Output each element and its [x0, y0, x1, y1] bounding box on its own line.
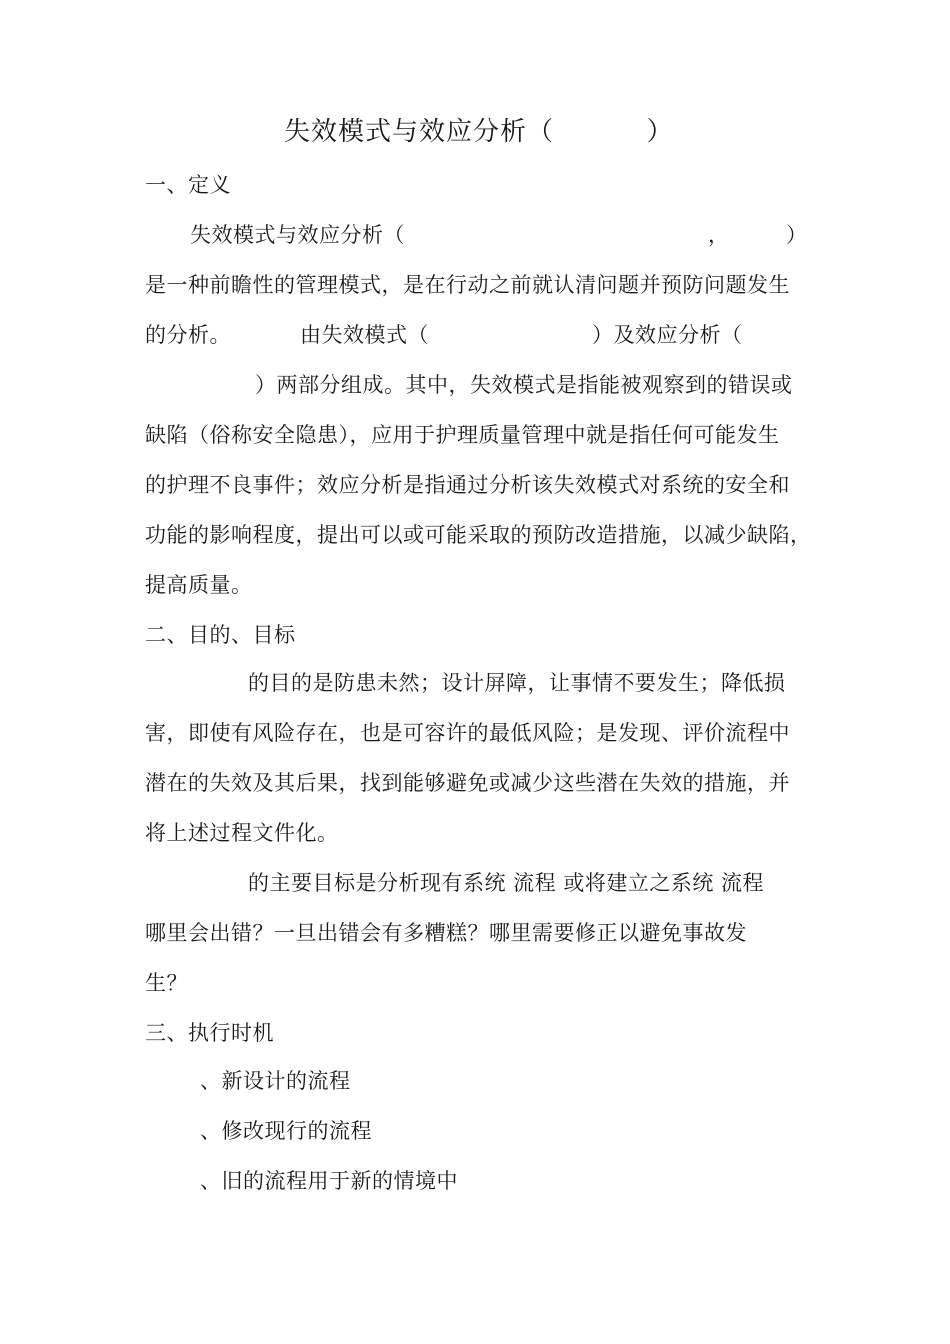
paragraph-line: 的护理不良事件；效应分析是指通过分析该失效模式对系统的安全和 [145, 473, 790, 497]
list-item: 、新设计的流程 [200, 1069, 351, 1093]
page-title: 失效模式与效应分析（ ） [284, 117, 674, 147]
paragraph-fragment: ）及效应分析（ [592, 323, 743, 347]
list-item: 、旧的流程用于新的情境中 [200, 1169, 458, 1193]
paragraph-line: 缺陷（俗称安全隐患），应用于护理质量管理中就是指任何可能发生 [145, 423, 780, 447]
paragraph-fragment: ， [708, 223, 730, 247]
list-item: 、修改现行的流程 [200, 1119, 372, 1143]
paragraph-line: 的主要目标是分析现有系统 流程 或将建立之系统 流程 [248, 871, 765, 895]
paragraph-line: 功能的影响程度，提出可以或可能采取的预防改造措施，以减少缺陷， [145, 523, 812, 547]
paragraph-line: 害，即使有风险存在，也是可容许的最低风险；是发现、评价流程中 [145, 721, 790, 745]
paragraph-line: 失效模式与效应分析（ [190, 223, 405, 247]
paragraph-line: ）两部分组成。其中，失效模式是指能被观察到的错误或 [255, 373, 793, 397]
section-heading-timing: 三、执行时机 [145, 1021, 274, 1045]
paragraph-line: 哪里会出错？一旦出错会有多糟糕？哪里需要修正以避免事故发 [145, 921, 747, 945]
paragraph-line: 生？ [145, 971, 188, 995]
paragraph-fragment: 由失效模式（ [300, 323, 429, 347]
paragraph-line: 潜在的失效及其后果，找到能够避免或减少这些潜在失效的措施，并 [145, 771, 790, 795]
paragraph-line: 将上述过程文件化。 [145, 821, 339, 845]
section-heading-definition: 一、定义 [145, 173, 231, 197]
paragraph-line: 的分析。 [145, 323, 231, 347]
paragraph-line: 的目的是防患未然；设计屏障，让事情不要发生；降低损 [248, 671, 786, 695]
paragraph-line: 是一种前瞻性的管理模式，是在行动之前就认清问题并预防问题发生 [145, 273, 790, 297]
section-heading-purpose: 二、目的、目标 [145, 623, 296, 647]
paragraph-fragment: ） [786, 223, 808, 247]
paragraph-line: 提高质量。 [145, 573, 253, 597]
